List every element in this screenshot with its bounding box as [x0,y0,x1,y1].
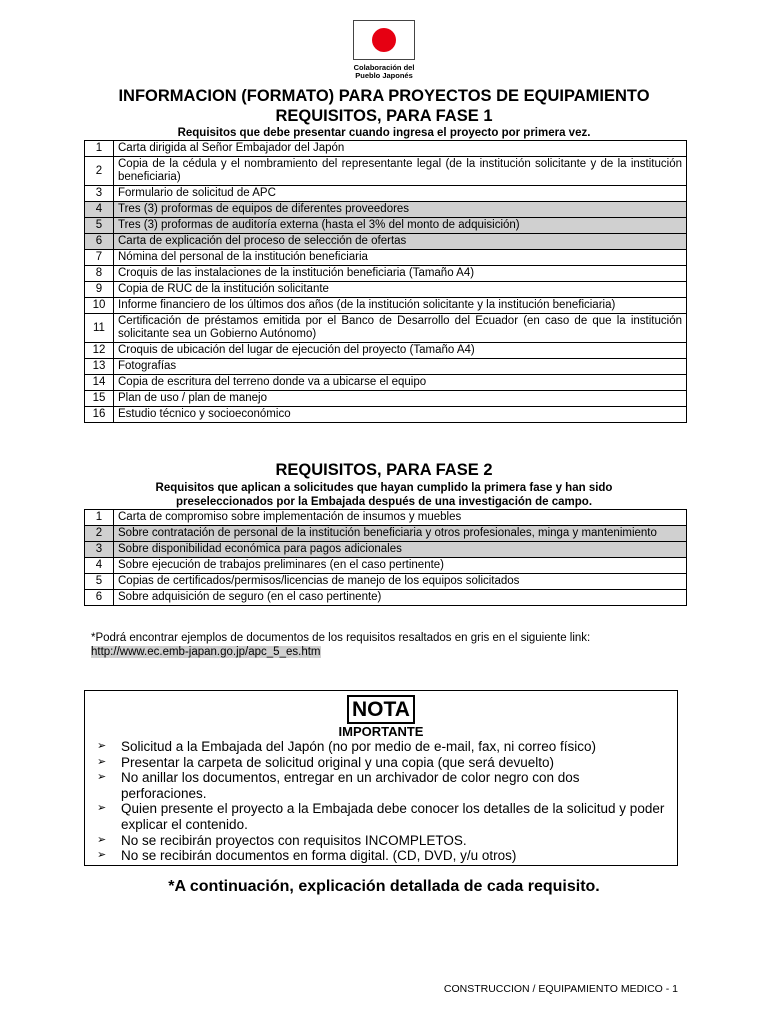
row-number: 5 [85,574,114,590]
arrow-bullet-icon: ➢ [97,771,107,784]
table-row [85,558,687,574]
row-text: Carta de explicación del proceso de selección de ofertas [114,234,687,250]
row-number: 4 [85,558,114,574]
importante-label: IMPORTANTE [338,724,424,739]
row-number: 6 [85,590,114,606]
table-row [85,542,687,558]
nota-item [97,801,667,832]
nota-item [97,848,667,864]
row-text: Sobre adquisición de seguro (en el caso pertinente) [114,590,687,606]
row-text: Nómina del personal de la institución beneficiaria [114,250,687,266]
row-number: 4 [85,202,114,218]
gray-note-text: *Podrá encontrar ejemplos de documentos de los requisitos resaltados en gris en el siguiente link: [91,632,591,644]
row-number: 5 [85,218,114,234]
nota-item-text: No anillar los documentos, entregar en un archivador de color negro con dos perforaciones. [121,770,580,801]
table-row [85,526,687,542]
row-number: 11 [85,314,114,343]
nota-item-text: Solicitud a la Embajada del Japón (no por medio de e-mail, fax, ni correo físico) [121,739,596,754]
row-text: Tres (3) proformas de auditoría externa (hasta el 3% del monto de adquisición) [114,218,687,234]
arrow-bullet-icon: ➢ [97,802,107,815]
row-number: 10 [85,298,114,314]
table-row [85,202,687,218]
nota-item [97,833,667,849]
row-text: Certificación de préstamos emitida por el Banco de Desarrollo del Ecuador (en caso de que la institución solicitante sea un Gobierno Autónomo) [114,314,687,343]
logo [352,20,416,80]
table-row [85,266,687,282]
row-text: Informe financiero de los últimos dos años (de la institución solicitante y la institución beneficiaria) [114,298,687,314]
table-row [85,375,687,391]
row-number: 3 [85,542,114,558]
row-text: Croquis de ubicación del lugar de ejecución del proyecto (Tamaño A4) [114,343,687,359]
nota-item [97,739,667,755]
table-row [85,314,687,343]
table-row [85,343,687,359]
nota-item-text: Quien presente el proyecto a la Embajada debe conocer los detalles de la solicitud y poder explicar el contenido. [121,801,665,832]
table-row [85,359,687,375]
table-row [85,157,687,186]
row-number: 1 [85,510,114,526]
table-row [85,298,687,314]
nota-box [84,690,678,866]
arrow-bullet-icon: ➢ [97,833,107,846]
fase2-heading: REQUISITOS, PARA FASE 2 [275,461,493,479]
nota-item-text: No se recibirán proyectos con requisitos INCOMPLETOS. [121,832,467,848]
table-row [85,141,687,157]
row-text: Carta de compromiso sobre implementación de insumos y muebles [114,510,687,526]
row-number: 2 [85,157,114,186]
row-text: Copias de certificados/permisos/licencias de manejo de los equipos solicitados [114,574,687,590]
fase2-subtitle-line2: preseleccionados por la Embajada después de una investigación de campo. [175,496,593,508]
table-row [85,391,687,407]
table-row [85,250,687,266]
table-row [85,234,687,250]
table-row [85,282,687,298]
nota-item-text: Presentar la carpeta de solicitud original y una copia (que será devuelto) [121,754,555,770]
table-row [85,510,687,526]
row-number: 14 [85,375,114,391]
row-number: 2 [85,526,114,542]
row-text: Carta dirigida al Señor Embajador del Japón [114,141,687,157]
table-row [85,407,687,423]
row-text: Croquis de las instalaciones de la institución beneficiaria (Tamaño A4) [114,266,687,282]
japan-flag-icon [353,20,415,60]
row-number: 16 [85,407,114,423]
row-text: Plan de uso / plan de manejo [114,391,687,407]
row-text: Sobre contratación de personal de la institución beneficiaria y otros profesionales, minga y mantenimiento [114,526,687,542]
nota-item [97,770,667,801]
row-text: Copia de escritura del terreno donde va a ubicarse el equipo [114,375,687,391]
table-row [85,590,687,606]
row-text: Copia de la cédula y el nombramiento del representante legal (de la institución solicitante y de la institución beneficiaria) [114,157,687,186]
document-title: INFORMACION (FORMATO) PARA PROYECTOS DE EQUIPAMIENTO [118,87,650,105]
fase1-requirements-table [84,140,687,423]
row-number: 9 [85,282,114,298]
nota-item-text: No se recibirán documentos en forma digital. (CD, DVD, y/u otros) [121,848,517,864]
row-text: Estudio técnico y socioeconómico [114,407,687,423]
row-number: 6 [85,234,114,250]
arrow-bullet-icon: ➢ [97,849,107,862]
row-text: Fotografías [114,359,687,375]
row-number: 3 [85,186,114,202]
fase1-heading: REQUISITOS, PARA FASE 1 [275,107,493,125]
row-text: Sobre ejecución de trabajos preliminares (en el caso pertinente) [114,558,687,574]
fase2-requirements-table [84,509,687,606]
row-number: 7 [85,250,114,266]
table-row [85,186,687,202]
logo-text: Colaboración del Pueblo Japonés [353,63,415,80]
row-number: 1 [85,141,114,157]
arrow-bullet-icon: ➢ [97,740,107,752]
table-row [85,574,687,590]
nota-item [97,755,667,771]
table-row [85,218,687,234]
row-number: 13 [85,359,114,375]
gray-link[interactable]: http://www.ec.emb-japan.go.jp/apc_5_es.htm [91,646,321,658]
page-footer: CONSTRUCCION / EQUIPAMIENTO MEDICO - 1 [443,983,678,995]
arrow-bullet-icon: ➢ [97,755,107,768]
fase1-subtitle: Requisitos que debe presentar cuando ingresa el proyecto por primera vez. [177,127,591,139]
row-number: 12 [85,343,114,359]
nota-title: NOTA [347,695,415,724]
row-text: Tres (3) proformas de equipos de diferentes proveedores [114,202,687,218]
row-number: 8 [85,266,114,282]
fase2-subtitle-line1: Requisitos que aplican a solicitudes que hayan cumplido la primera fase y han sido [155,482,613,494]
row-number: 15 [85,391,114,407]
nota-list [97,739,667,864]
row-text: Formulario de solicitud de APC [114,186,687,202]
gray-note [91,631,691,659]
row-text: Sobre disponibilidad económica para pagos adicionales [114,542,687,558]
row-text: Copia de RUC de la institución solicitante [114,282,687,298]
continuation-note: *A continuación, explicación detallada de cada requisito. [168,878,600,895]
